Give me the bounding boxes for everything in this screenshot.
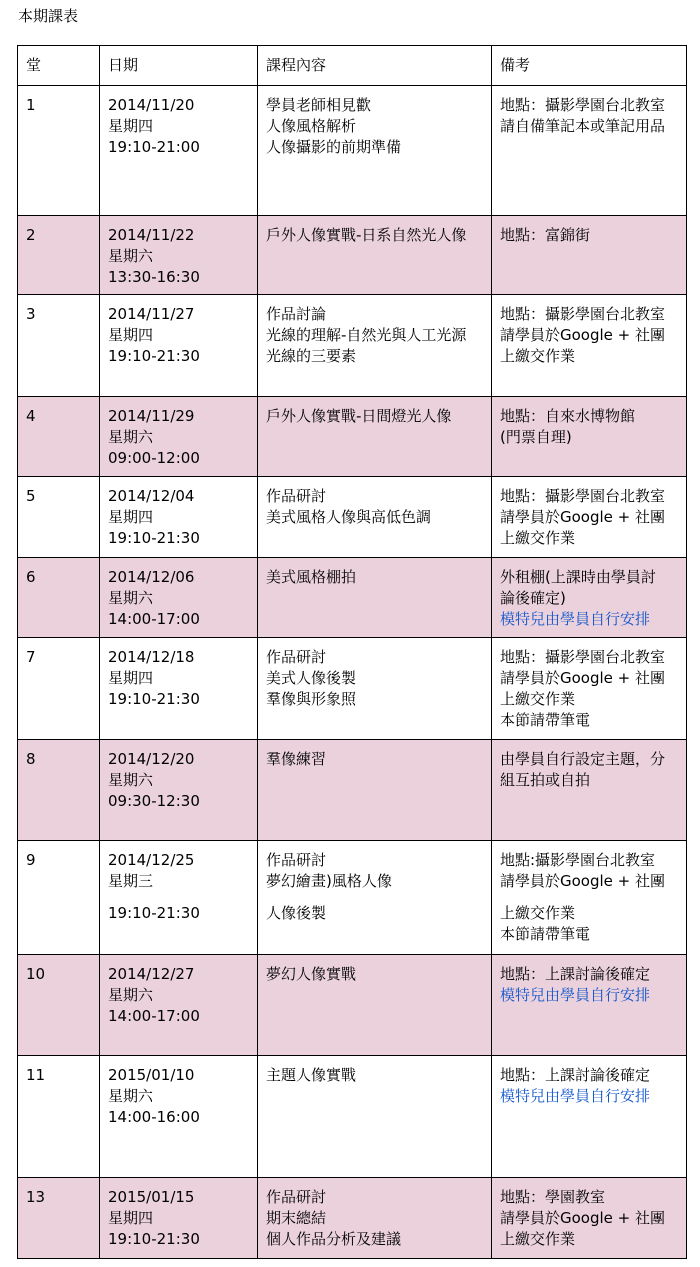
session-time: 14:00-16:00 <box>108 1108 200 1126</box>
session-number: 3 <box>26 305 36 323</box>
note-line: 本節請帶筆電 <box>500 925 591 943</box>
session-number-cell <box>18 638 100 740</box>
session-weekday: 星期四 <box>108 326 154 344</box>
note-line: 論後確定) <box>500 589 566 607</box>
table-row <box>18 86 687 216</box>
notes-cell <box>492 477 687 558</box>
content-line: 光線的理解-自然光與人工光源 <box>266 326 467 344</box>
table-row <box>18 1056 687 1178</box>
note-line: 上繳交作業 <box>500 347 576 365</box>
session-date: 2014/12/25 <box>108 851 195 869</box>
session-date: 2014/12/27 <box>108 965 195 983</box>
date-cell <box>100 638 258 740</box>
session-date: 2014/11/27 <box>108 305 195 323</box>
session-number-cell <box>18 1178 100 1259</box>
session-time: 19:10-21:30 <box>108 904 200 922</box>
session-number: 10 <box>26 965 46 983</box>
notes-cell <box>492 740 687 841</box>
date-cell <box>100 86 258 216</box>
content-line: 個人作品分析及建議 <box>266 1230 402 1248</box>
note-line: 地點：攝影學園台北教室 <box>500 648 666 666</box>
content-cell <box>258 86 492 216</box>
session-number: 5 <box>26 487 36 505</box>
content-line: 作品研討 <box>266 1188 327 1206</box>
note-line: 上繳交作業 <box>500 1230 576 1248</box>
content-line: 作品研討 <box>266 648 327 666</box>
content-line: 美式風格棚拍 <box>266 568 357 586</box>
session-time: 19:10-21:30 <box>108 529 200 547</box>
session-date: 2015/01/15 <box>108 1188 195 1206</box>
session-number: 13 <box>26 1188 46 1206</box>
table-row <box>18 558 687 638</box>
session-date: 2014/12/18 <box>108 648 195 666</box>
note-line: 請學員於Google + 社團 <box>500 669 666 687</box>
content-cell <box>258 638 492 740</box>
session-weekday: 星期六 <box>108 589 154 607</box>
table-row <box>18 740 687 841</box>
date-cell <box>100 216 258 295</box>
schedule-table <box>17 45 687 1259</box>
session-weekday: 星期六 <box>108 247 154 265</box>
note-line: 地點：富錦街 <box>500 226 591 244</box>
table-row <box>18 955 687 1056</box>
session-number: 11 <box>26 1066 46 1084</box>
session-date: 2014/12/06 <box>108 568 195 586</box>
content-line: 戶外人像實戰-日間燈光人像 <box>266 407 452 425</box>
model-note: 模特兒由學員自行安排 <box>500 610 651 628</box>
session-number-cell <box>18 86 100 216</box>
notes-cell <box>492 216 687 295</box>
note-line: (門票自理) <box>500 428 572 446</box>
session-number: 1 <box>26 96 36 114</box>
header-date: 日期 <box>100 46 258 86</box>
session-weekday: 星期四 <box>108 117 154 135</box>
note-line: 地點：攝影學園台北教室 <box>500 96 666 114</box>
content-line: 作品研討 <box>266 487 327 505</box>
content-cell <box>258 295 492 397</box>
session-number: 8 <box>26 750 36 768</box>
date-cell <box>100 955 258 1056</box>
table-row <box>18 477 687 558</box>
note-line: 請學員於Google + 社團 <box>500 326 666 344</box>
note-line: 地點：上課討論後確定 <box>500 1066 651 1084</box>
notes-cell <box>492 638 687 740</box>
session-date: 2014/11/22 <box>108 226 195 244</box>
session-time: 19:10-21:00 <box>108 138 200 156</box>
note-line: 由學員自行設定主題，分 <box>500 750 666 768</box>
session-number-cell <box>18 295 100 397</box>
session-weekday: 星期三 <box>108 872 154 890</box>
session-weekday: 星期四 <box>108 508 154 526</box>
session-number-cell <box>18 558 100 638</box>
note-line: 上繳交作業 <box>500 529 576 547</box>
notes-cell <box>492 558 687 638</box>
session-date: 2014/11/20 <box>108 96 195 114</box>
session-number-cell <box>18 1056 100 1178</box>
notes-cell <box>492 86 687 216</box>
note-line: 上繳交作業 <box>500 904 576 922</box>
table-row <box>18 216 687 295</box>
content-cell <box>258 841 492 955</box>
notes-cell <box>492 1178 687 1259</box>
session-number: 2 <box>26 226 36 244</box>
session-date: 2015/01/10 <box>108 1066 195 1084</box>
session-number-cell <box>18 955 100 1056</box>
session-number-cell <box>18 477 100 558</box>
session-date: 2014/11/29 <box>108 407 195 425</box>
note-line: 請學員於Google + 社團 <box>500 508 666 526</box>
content-line: 人像後製 <box>266 904 327 922</box>
notes-cell <box>492 955 687 1056</box>
schedule-body <box>18 86 687 1259</box>
table-row <box>18 1178 687 1259</box>
session-number-cell <box>18 397 100 477</box>
session-time: 14:00-17:00 <box>108 610 200 628</box>
content-cell <box>258 477 492 558</box>
session-time: 09:30-12:30 <box>108 792 200 810</box>
session-weekday: 星期四 <box>108 669 154 687</box>
session-weekday: 星期四 <box>108 1209 154 1227</box>
note-line: 地點：上課討論後確定 <box>500 965 651 983</box>
content-cell <box>258 955 492 1056</box>
content-line: 光線的三要素 <box>266 347 357 365</box>
date-cell <box>100 841 258 955</box>
note-line: 地點:攝影學園台北教室 <box>500 851 656 869</box>
session-time: 19:10-21:30 <box>108 690 200 708</box>
session-number-cell <box>18 216 100 295</box>
note-line: 地點：攝影學園台北教室 <box>500 305 666 323</box>
date-cell <box>100 477 258 558</box>
content-cell <box>258 1056 492 1178</box>
content-line: 羣像練習 <box>266 750 327 768</box>
session-time: 13:30-16:30 <box>108 268 200 286</box>
content-cell <box>258 216 492 295</box>
date-cell <box>100 740 258 841</box>
session-time: 14:00-17:00 <box>108 1007 200 1025</box>
model-note: 模特兒由學員自行安排 <box>500 986 651 1004</box>
table-header-row <box>18 46 687 86</box>
note-line: 請學員於Google + 社團 <box>500 872 666 890</box>
note-line: 本節請帶筆電 <box>500 711 591 729</box>
notes-cell <box>492 397 687 477</box>
session-number: 9 <box>26 851 36 869</box>
session-time: 19:10-21:30 <box>108 1230 200 1248</box>
session-date: 2014/12/04 <box>108 487 195 505</box>
note-line: 請自備筆記本或筆記用品 <box>500 117 666 135</box>
model-note: 模特兒由學員自行安排 <box>500 1087 651 1105</box>
content-cell <box>258 1178 492 1259</box>
content-line: 夢幻人像實戰 <box>266 965 357 983</box>
session-date: 2014/12/20 <box>108 750 195 768</box>
content-line: 美式風格人像與高低色調 <box>266 508 432 526</box>
header-session: 堂 <box>18 46 100 86</box>
content-line: 羣像與形象照 <box>266 690 357 708</box>
table-row <box>18 295 687 397</box>
header-notes: 備考 <box>492 46 687 86</box>
content-line: 學員老師相見歡 <box>266 96 372 114</box>
date-cell <box>100 295 258 397</box>
content-cell <box>258 740 492 841</box>
notes-cell <box>492 295 687 397</box>
date-cell <box>100 1056 258 1178</box>
content-line: 戶外人像實戰-日系自然光人像 <box>266 226 467 244</box>
note-line: 地點：學園教室 <box>500 1188 606 1206</box>
session-weekday: 星期六 <box>108 771 154 789</box>
note-line: 組互拍或自拍 <box>500 771 591 789</box>
content-line: 期末總結 <box>266 1209 327 1227</box>
header-content: 課程內容 <box>258 46 492 86</box>
date-cell <box>100 397 258 477</box>
session-number: 4 <box>26 407 36 425</box>
page-title: 本期課表 <box>18 7 79 25</box>
session-number: 6 <box>26 568 36 586</box>
table-row <box>18 397 687 477</box>
date-cell <box>100 1178 258 1259</box>
note-line: 地點：攝影學園台北教室 <box>500 487 666 505</box>
session-number-cell <box>18 740 100 841</box>
session-number-cell <box>18 841 100 955</box>
note-line: 外租棚(上課時由學員討 <box>500 568 656 586</box>
content-cell <box>258 397 492 477</box>
content-line: 作品討論 <box>266 305 327 323</box>
content-line: 主題人像實戰 <box>266 1066 357 1084</box>
session-weekday: 星期六 <box>108 1087 154 1105</box>
content-cell <box>258 558 492 638</box>
note-line: 地點：自來水博物館 <box>500 407 636 425</box>
notes-cell <box>492 841 687 955</box>
table-row <box>18 841 687 955</box>
notes-cell <box>492 1056 687 1178</box>
session-number: 7 <box>26 648 36 666</box>
content-line: 人像風格解析 <box>266 117 357 135</box>
session-time: 19:10-21:30 <box>108 347 200 365</box>
content-line: 美式人像後製 <box>266 669 357 687</box>
note-line: 請學員於Google + 社團 <box>500 1209 666 1227</box>
note-line: 上繳交作業 <box>500 690 576 708</box>
content-line: 夢幻繪畫)風格人像 <box>266 872 392 890</box>
date-cell <box>100 558 258 638</box>
session-weekday: 星期六 <box>108 428 154 446</box>
content-line: 人像攝影的前期準備 <box>266 138 402 156</box>
content-line: 作品研討 <box>266 851 327 869</box>
session-time: 09:00-12:00 <box>108 449 200 467</box>
table-row <box>18 638 687 740</box>
session-weekday: 星期六 <box>108 986 154 1004</box>
